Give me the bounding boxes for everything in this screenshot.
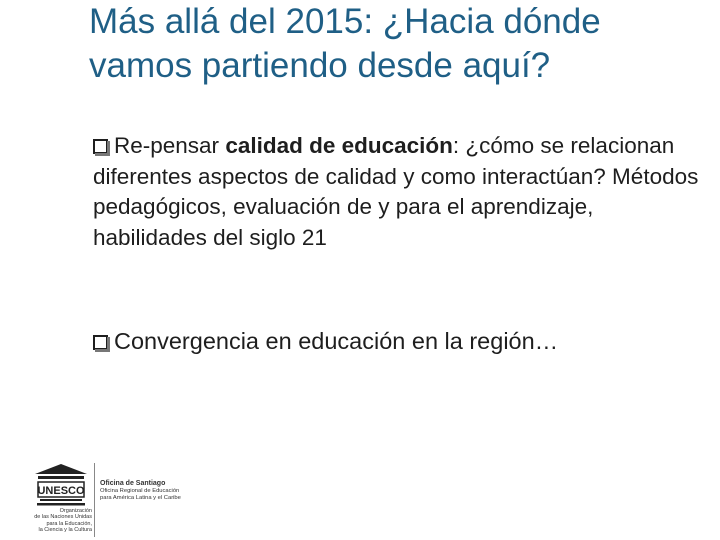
bullet-quality	[93, 131, 703, 253]
footer-logo-block	[14, 461, 194, 540]
bullet-convergence	[93, 326, 703, 357]
bullet-1-rest: : ¿cómo se relacionan diferentes aspectos de calidad y como interactúan? Métodos pedagógicos, evaluación de y para el aprendizaje, habilidades del siglo 21	[93, 133, 699, 250]
bullet-1-prefix: Re-pensar	[114, 133, 226, 158]
unesco-temple-logo	[32, 461, 90, 509]
bullet-1-bold: calidad de educación	[225, 133, 453, 158]
checkbox-square-icon	[93, 139, 108, 154]
unesco-logo-text: UNESCO	[37, 485, 85, 497]
slide-title: Más allá del 2015: ¿Hacia dónde vamos partiendo desde aquí?	[89, 2, 601, 85]
checkbox-square-icon	[93, 335, 108, 350]
office-sub-2: para América Latina y el Caribe	[100, 495, 181, 501]
office-sub-1: Oficina Regional de Educación	[100, 488, 180, 494]
footer-divider	[94, 463, 95, 537]
office-name: Oficina de Santiago	[100, 480, 166, 487]
unesco-org-text: Organización de las Naciones Unidas para la Educación, la Ciencia y la Cultura	[34, 508, 92, 533]
office-info	[100, 479, 220, 502]
bullet-2-text: Convergencia en educación en la región…	[114, 328, 559, 354]
